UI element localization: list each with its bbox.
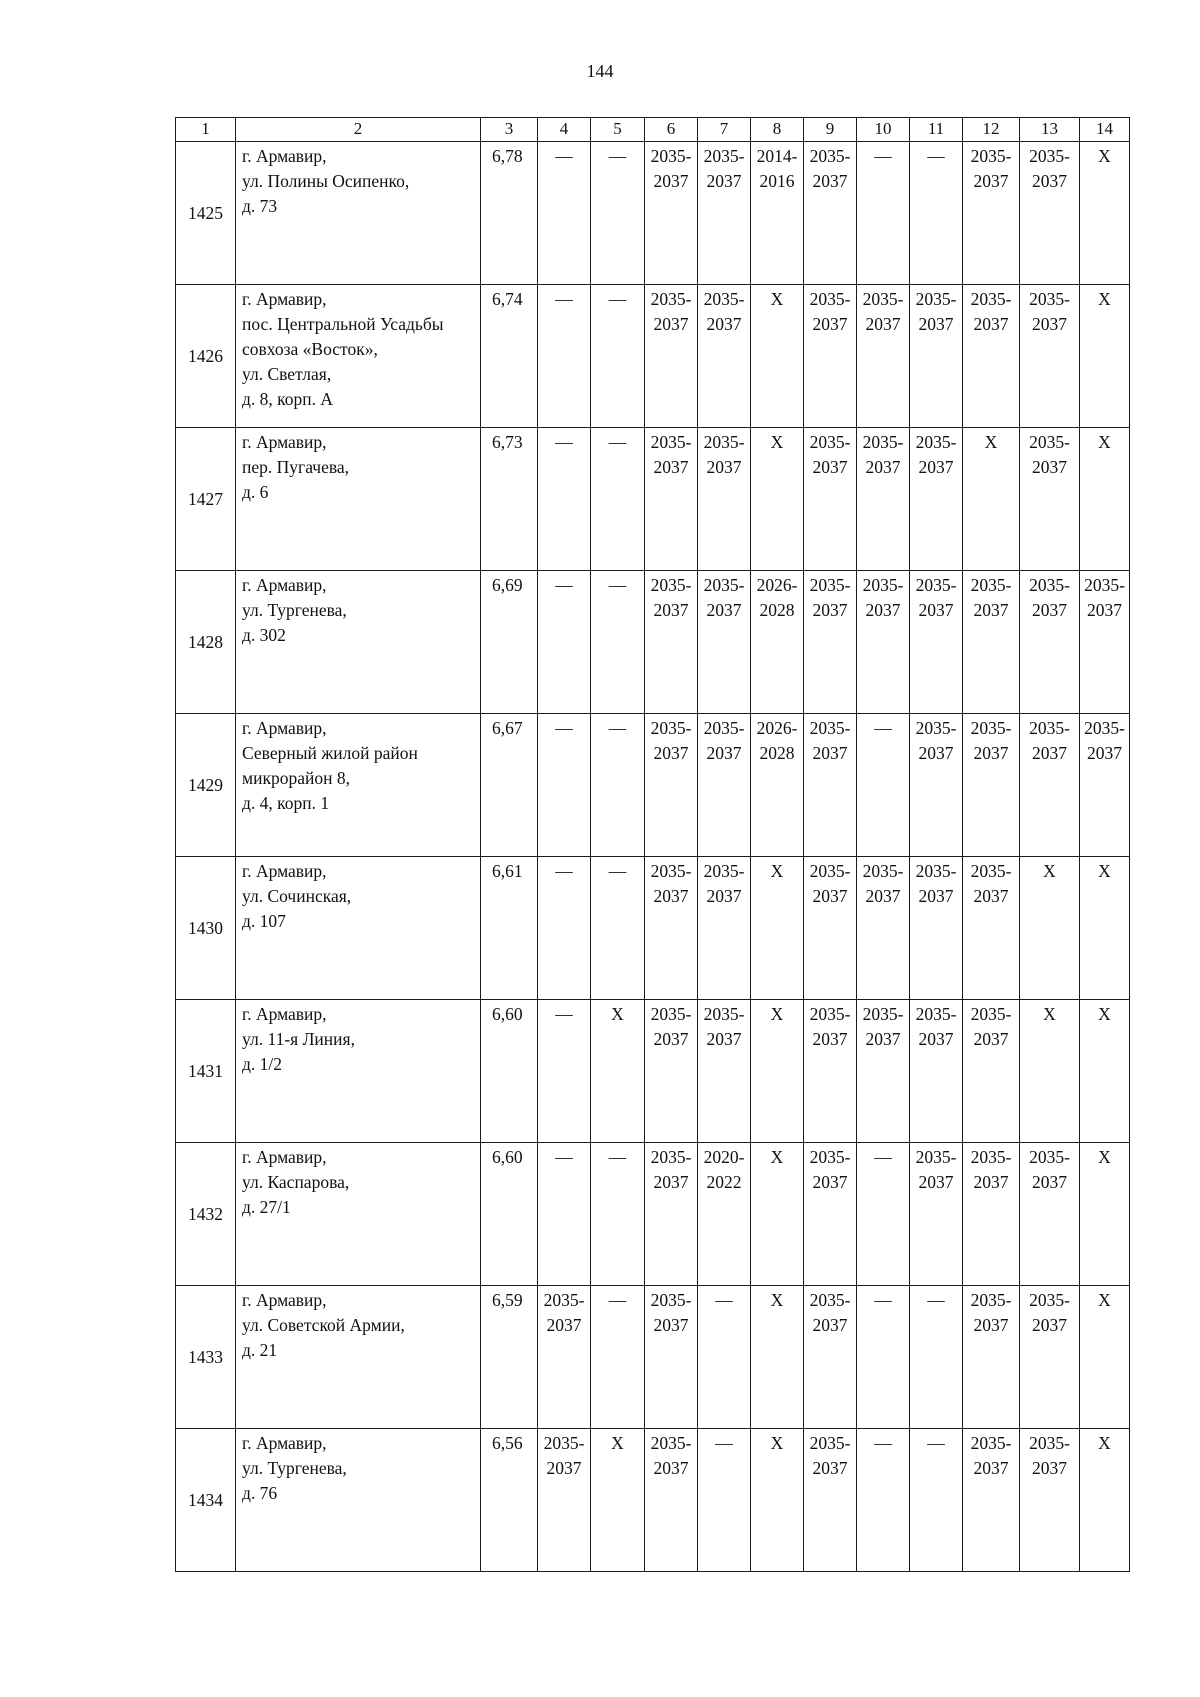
row-number: 1426 [176,285,236,428]
address-cell [236,857,481,1000]
table-cell-col-14: X [1080,1143,1130,1286]
address-line: г. Армавир, [242,1290,327,1310]
table-cell-col-8: X [751,1000,804,1143]
address-line: ул. Полины Осипенко, [242,171,410,191]
table-cell-col-9: 2035- 2037 [804,142,857,285]
column-header-3: 3 [481,118,538,142]
table-cell-col-9: 2035- 2037 [804,285,857,428]
table-cell-col-8: X [751,857,804,1000]
address-cell [236,1429,481,1572]
address-line: ул. Тургенева, [242,600,347,620]
table-cell-col-5: — [591,428,645,571]
table-cell-col-8: X [751,428,804,571]
address-line: д. 6 [242,482,269,502]
table-cell-col-12: 2035- 2037 [963,1000,1020,1143]
table-cell-col-8: 2026- 2028 [751,571,804,714]
area-cell: 6,74 [481,285,538,428]
table-cell-col-11: — [910,142,963,285]
table-cell-col-12: 2035- 2037 [963,1429,1020,1572]
address-line: г. Армавир, [242,1433,327,1453]
address-line: г. Армавир, [242,575,327,595]
table-row [176,142,1130,285]
address-cell [236,1143,481,1286]
address-cell [236,571,481,714]
address-line: г. Армавир, [242,146,327,166]
header-row [176,118,1130,142]
address-line: ул. Каспарова, [242,1172,350,1192]
table-cell-col-12: 2035- 2037 [963,1286,1020,1429]
area-cell: 6,56 [481,1429,538,1572]
table-cell-col-14: 2035- 2037 [1080,571,1130,714]
address-line: Северный жилой район [242,743,418,763]
table-cell-col-9: 2035- 2037 [804,1143,857,1286]
table-cell-col-11: 2035- 2037 [910,571,963,714]
table-cell-col-14: X [1080,285,1130,428]
column-header-14: 14 [1080,118,1130,142]
table-cell-col-12: X [963,428,1020,571]
table-cell-col-5: — [591,142,645,285]
table-cell-col-14: X [1080,1286,1130,1429]
table-cell-col-6: 2035- 2037 [645,285,698,428]
table-cell-col-13: 2035- 2037 [1020,571,1080,714]
table-row [176,714,1130,857]
address-cell [236,1000,481,1143]
table-row [176,1143,1130,1286]
address-line: ул. Советской Армии, [242,1315,405,1335]
column-header-8: 8 [751,118,804,142]
table-cell-col-8: X [751,1286,804,1429]
address-line: ул. Сочинская, [242,886,352,906]
address-cell [236,285,481,428]
table-row [176,285,1130,428]
column-header-13: 13 [1020,118,1080,142]
table-cell-col-7: 2035- 2037 [698,285,751,428]
table-cell-col-9: 2035- 2037 [804,571,857,714]
table-cell-col-6: 2035- 2037 [645,714,698,857]
address-line: ул. 11-я Линия, [242,1029,355,1049]
row-number: 1428 [176,571,236,714]
address-line: д. 27/1 [242,1197,291,1217]
row-number: 1430 [176,857,236,1000]
table-cell-col-12: 2035- 2037 [963,1143,1020,1286]
area-cell: 6,78 [481,142,538,285]
address-line: г. Армавир, [242,861,327,881]
table-cell-col-10: — [857,1286,910,1429]
table-cell-col-7: 2035- 2037 [698,428,751,571]
column-header-9: 9 [804,118,857,142]
table-cell-col-7: 2035- 2037 [698,571,751,714]
area-cell: 6,60 [481,1000,538,1143]
row-number: 1432 [176,1143,236,1286]
table-row [176,571,1130,714]
table-cell-col-5: — [591,1143,645,1286]
table-cell-col-10: — [857,1143,910,1286]
table-cell-col-6: 2035- 2037 [645,428,698,571]
address-line: совхоза «Восток», [242,339,378,359]
table-row [176,857,1130,1000]
table-cell-col-6: 2035- 2037 [645,1286,698,1429]
table-cell-col-13: X [1020,857,1080,1000]
table-cell-col-4: — [538,857,591,1000]
table-cell-col-6: 2035- 2037 [645,142,698,285]
address-line: г. Армавир, [242,718,327,738]
table-cell-col-10: 2035- 2037 [857,428,910,571]
table-cell-col-4: 2035- 2037 [538,1286,591,1429]
table-cell-col-11: 2035- 2037 [910,1143,963,1286]
table-cell-col-4: — [538,714,591,857]
column-header-7: 7 [698,118,751,142]
table-cell-col-10: — [857,142,910,285]
address-cell [236,714,481,857]
table-cell-col-9: 2035- 2037 [804,1286,857,1429]
table-cell-col-11: 2035- 2037 [910,428,963,571]
table-cell-col-12: 2035- 2037 [963,857,1020,1000]
table-cell-col-13: 2035- 2037 [1020,142,1080,285]
table-cell-col-10: 2035- 2037 [857,857,910,1000]
table-cell-col-5: — [591,285,645,428]
registry-table [175,117,1130,1572]
column-header-12: 12 [963,118,1020,142]
address-cell [236,1286,481,1429]
table-cell-col-6: 2035- 2037 [645,1000,698,1143]
area-cell: 6,73 [481,428,538,571]
table-cell-col-4: — [538,1143,591,1286]
column-header-4: 4 [538,118,591,142]
address-line: г. Армавир, [242,289,327,309]
table-cell-col-12: 2035- 2037 [963,571,1020,714]
table-cell-col-9: 2035- 2037 [804,857,857,1000]
table-cell-col-14: 2035- 2037 [1080,714,1130,857]
table-cell-col-8: X [751,1429,804,1572]
row-number: 1434 [176,1429,236,1572]
table-cell-col-12: 2035- 2037 [963,714,1020,857]
table-cell-col-13: 2035- 2037 [1020,714,1080,857]
address-line: пос. Центральной Усадьбы [242,314,444,334]
table-cell-col-12: 2035- 2037 [963,142,1020,285]
address-line: пер. Пугачева, [242,457,350,477]
row-number: 1425 [176,142,236,285]
table-row [176,1000,1130,1143]
area-cell: 6,60 [481,1143,538,1286]
table-cell-col-13: 2035- 2037 [1020,1143,1080,1286]
address-line: ул. Тургенева, [242,1458,347,1478]
table-cell-col-4: 2035- 2037 [538,1429,591,1572]
table-cell-col-8: 2014- 2016 [751,142,804,285]
table-cell-col-9: 2035- 2037 [804,714,857,857]
table-cell-col-7: — [698,1286,751,1429]
table-cell-col-4: — [538,142,591,285]
table-cell-col-10: 2035- 2037 [857,1000,910,1143]
table-cell-col-11: 2035- 2037 [910,857,963,1000]
address-line: д. 1/2 [242,1054,283,1074]
table-cell-col-7: — [698,1429,751,1572]
address-cell [236,142,481,285]
table-cell-col-4: — [538,1000,591,1143]
table-cell-col-13: 2035- 2037 [1020,1429,1080,1572]
table-cell-col-7: 2035- 2037 [698,142,751,285]
table-cell-col-7: 2035- 2037 [698,1000,751,1143]
area-cell: 6,61 [481,857,538,1000]
table-cell-col-5: — [591,1286,645,1429]
table-cell-col-10: — [857,1429,910,1572]
table-cell-col-13: 2035- 2037 [1020,1286,1080,1429]
area-cell: 6,69 [481,571,538,714]
table-row [176,1286,1130,1429]
table-cell-col-11: 2035- 2037 [910,1000,963,1143]
column-header-10: 10 [857,118,910,142]
table-cell-col-14: X [1080,1429,1130,1572]
address-line: д. 8, корп. А [242,389,334,409]
table-cell-col-5: — [591,571,645,714]
table-cell-col-9: 2035- 2037 [804,428,857,571]
table-cell-col-6: 2035- 2037 [645,1429,698,1572]
table-cell-col-11: 2035- 2037 [910,285,963,428]
row-number: 1431 [176,1000,236,1143]
column-header-1: 1 [176,118,236,142]
table-cell-col-14: X [1080,142,1130,285]
address-line: д. 21 [242,1340,278,1360]
table-cell-col-5: X [591,1429,645,1572]
table-cell-col-8: 2026- 2028 [751,714,804,857]
table-cell-col-4: — [538,285,591,428]
row-number: 1427 [176,428,236,571]
table-cell-col-13: 2035- 2037 [1020,428,1080,571]
page-number: 144 [586,61,614,81]
table-cell-col-8: X [751,285,804,428]
address-line: г. Армавир, [242,1147,327,1167]
table-cell-col-9: 2035- 2037 [804,1000,857,1143]
address-line: ул. Светлая, [242,364,332,384]
table-cell-col-14: X [1080,857,1130,1000]
column-header-11: 11 [910,118,963,142]
table-cell-col-6: 2035- 2037 [645,1143,698,1286]
address-line: д. 76 [242,1483,278,1503]
column-header-6: 6 [645,118,698,142]
row-number: 1429 [176,714,236,857]
table-header [176,118,1130,142]
table-cell-col-14: X [1080,428,1130,571]
address-cell [236,428,481,571]
table-cell-col-10: — [857,714,910,857]
table-cell-col-7: 2035- 2037 [698,857,751,1000]
table-cell-col-4: — [538,428,591,571]
column-header-2: 2 [236,118,481,142]
area-cell: 6,67 [481,714,538,857]
table-cell-col-9: 2035- 2037 [804,1429,857,1572]
area-cell: 6,59 [481,1286,538,1429]
table-cell-col-11: — [910,1429,963,1572]
table-cell-col-6: 2035- 2037 [645,857,698,1000]
table-body [176,142,1130,1572]
address-line: д. 107 [242,911,286,931]
table-cell-col-5: X [591,1000,645,1143]
table-cell-col-6: 2035- 2037 [645,571,698,714]
column-header-5: 5 [591,118,645,142]
table-cell-col-14: X [1080,1000,1130,1143]
address-line: д. 4, корп. 1 [242,793,330,813]
table-cell-col-5: — [591,857,645,1000]
table-row [176,1429,1130,1572]
table-cell-col-4: — [538,571,591,714]
address-line: г. Армавир, [242,432,327,452]
table-cell-col-7: 2035- 2037 [698,714,751,857]
table-cell-col-13: 2035- 2037 [1020,285,1080,428]
table-cell-col-11: 2035- 2037 [910,714,963,857]
table-cell-col-13: X [1020,1000,1080,1143]
table-row [176,428,1130,571]
table-cell-col-8: X [751,1143,804,1286]
table-cell-col-5: — [591,714,645,857]
table-cell-col-10: 2035- 2037 [857,571,910,714]
table-cell-col-10: 2035- 2037 [857,285,910,428]
table-cell-col-11: — [910,1286,963,1429]
address-line: д. 302 [242,625,286,645]
address-line: д. 73 [242,196,278,216]
table-cell-col-12: 2035- 2037 [963,285,1020,428]
address-line: г. Армавир, [242,1004,327,1024]
row-number: 1433 [176,1286,236,1429]
table-cell-col-7: 2020- 2022 [698,1143,751,1286]
address-line: микрорайон 8, [242,768,350,788]
